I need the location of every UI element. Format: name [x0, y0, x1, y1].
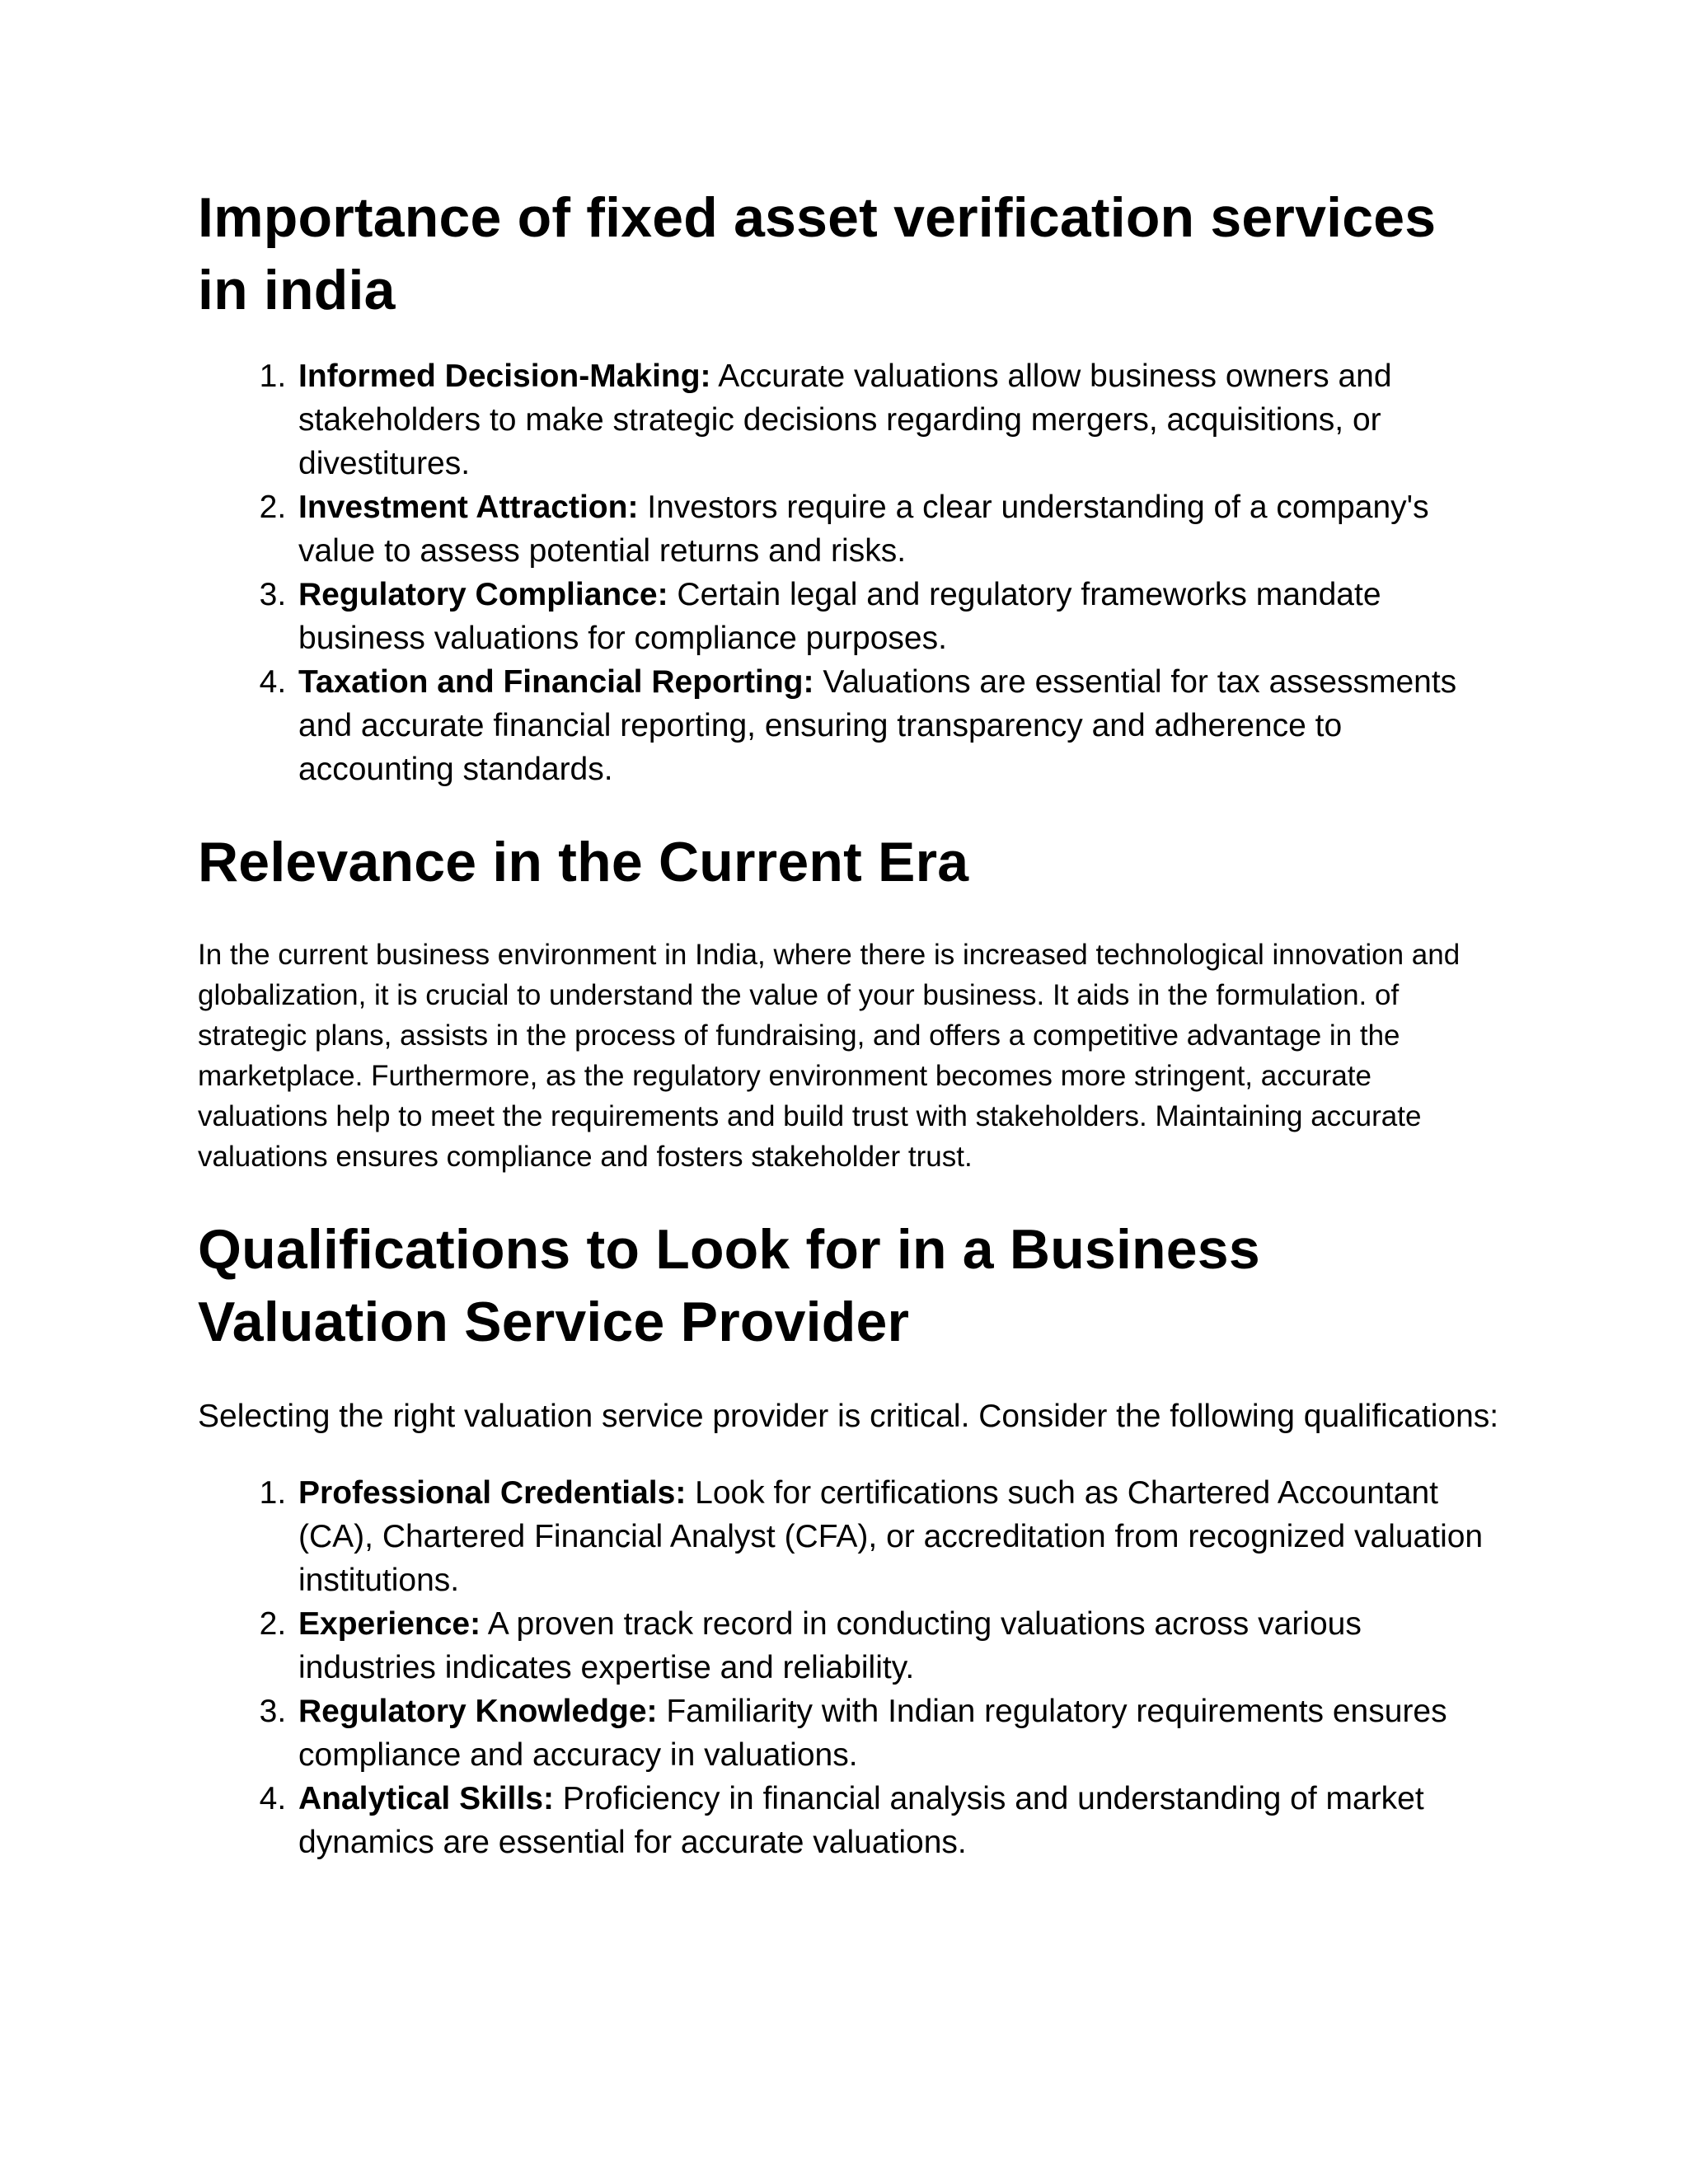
- list-item-label: Investment Attraction:: [298, 490, 639, 525]
- list-item-text: Proficiency in financial analysis and understanding of market dynamics are essential for accurate valuations.: [298, 1781, 1424, 1860]
- list-item-label: Informed Decision-Making:: [298, 359, 711, 394]
- list-item-text: Look for certifications such as Chartered Accountant (CA), Chartered Financial Analyst (CFA), or accreditation from recognized valuation institutions.: [298, 1475, 1484, 1598]
- list-item-label: Experience:: [298, 1606, 481, 1642]
- list-item-label: Analytical Skills:: [298, 1781, 554, 1816]
- list-item-label: Regulatory Compliance:: [298, 577, 668, 612]
- list-item-text: Familiarity with Indian regulatory requirements ensures compliance and accuracy in valuations.: [298, 1694, 1447, 1773]
- list-item: [295, 1690, 1500, 1777]
- list-item-text: Valuations are essential for tax assessments and accurate financial reporting, ensuring transparency and adherence to accounting standards.: [298, 664, 1457, 787]
- list-item: [295, 354, 1500, 485]
- list-item-text: Certain legal and regulatory frameworks mandate business valuations for compliance purposes.: [298, 577, 1381, 656]
- list-item: [295, 485, 1500, 573]
- list-item: [295, 1602, 1500, 1690]
- list-item: [295, 1777, 1500, 1864]
- qualifications-intro: Selecting the right valuation service provider is critical. Consider the following qualifications:: [198, 1399, 1499, 1434]
- relevance-paragraph: In the current business environment in India, where there is increased technological innovation and globalization, it is crucial to understand the value of your business. It aids in the formulation. of strategic plans, assists in the process of fundraising, and offers a competitive advantage in the marketplace. Furthermore, as the regulatory environment becomes more stringent, accurate valuations help to meet the requirements and build trust with stakeholders. Maintaining accurate valuations ensures compliance and fosters stakeholder trust.: [198, 939, 1461, 1173]
- section-heading-qualifications: Qualifications to Look for in a Business Valuation Service Provider: [198, 1218, 1260, 1353]
- list-item: [295, 573, 1500, 660]
- list-item-label: Professional Credentials:: [298, 1475, 687, 1511]
- document-page: [198, 181, 1500, 1864]
- qualifications-list: [198, 1471, 1500, 1864]
- list-item: [295, 1471, 1500, 1602]
- importance-list: [198, 354, 1500, 791]
- section-heading-relevance: Relevance in the Current Era: [198, 831, 969, 893]
- list-item: [295, 660, 1500, 791]
- section-heading-importance: Importance of fixed asset verification services in india: [198, 186, 1437, 321]
- list-item-text: A proven track record in conducting valuations across various industries indicates expertise and reliability.: [298, 1606, 1362, 1685]
- list-item-text: Accurate valuations allow business owners and stakeholders to make strategic decisions regarding mergers, acquisitions, or divestitures.: [298, 359, 1392, 481]
- list-item-label: Regulatory Knowledge:: [298, 1694, 658, 1729]
- list-item-text: Investors require a clear understanding of a company's value to assess potential returns and risks.: [298, 490, 1429, 569]
- list-item-label: Taxation and Financial Reporting:: [298, 664, 814, 700]
